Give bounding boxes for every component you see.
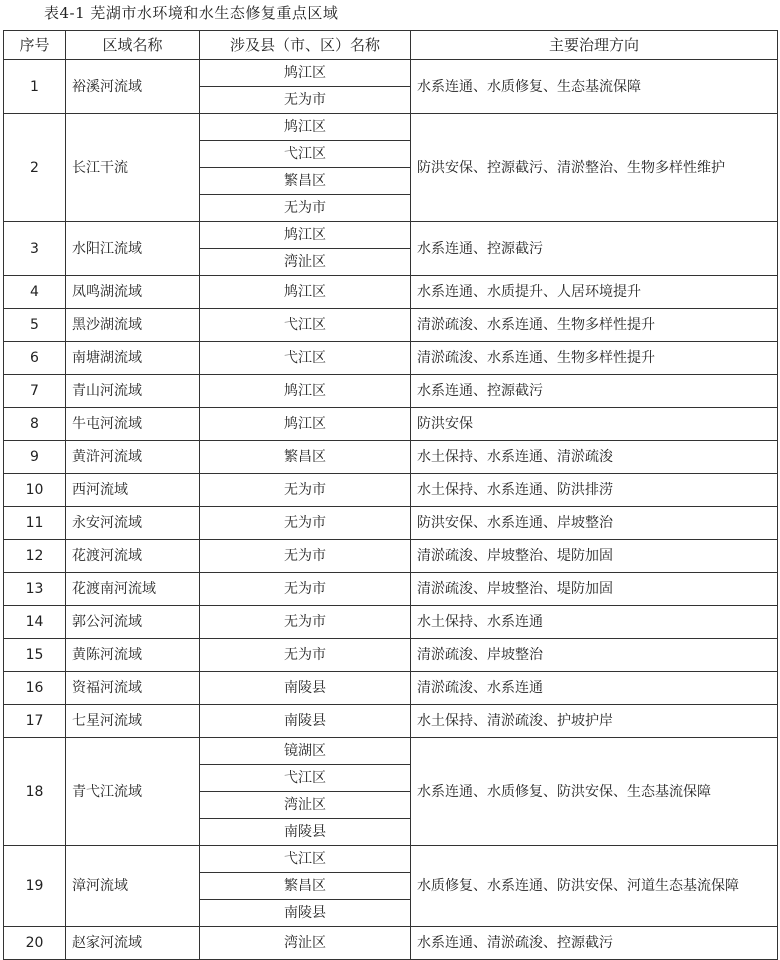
governance-direction: 水系连通、水质提升、人居环境提升 (411, 276, 778, 309)
county-name: 无为市 (200, 540, 411, 573)
county-name: 弋江区 (200, 141, 411, 168)
county-name: 鸠江区 (200, 276, 411, 309)
region-name: 永安河流域 (66, 507, 200, 540)
region-name: 花渡河流域 (66, 540, 200, 573)
table-row (4, 309, 778, 342)
row-number: 1 (4, 60, 66, 114)
region-name: 水阳江流域 (66, 222, 200, 276)
region-name: 花渡南河流域 (66, 573, 200, 606)
table-row (4, 672, 778, 705)
region-name: 资福河流域 (66, 672, 200, 705)
region-name: 黄浒河流域 (66, 441, 200, 474)
governance-direction: 水系连通、水质修复、生态基流保障 (411, 60, 778, 114)
governance-direction: 清淤疏浚、水系连通 (411, 672, 778, 705)
table-row (4, 507, 778, 540)
table-row (4, 846, 778, 873)
region-name: 凤鸣湖流域 (66, 276, 200, 309)
header-direction: 主要治理方向 (411, 31, 778, 60)
governance-direction: 水系连通、控源截污 (411, 222, 778, 276)
row-number: 13 (4, 573, 66, 606)
governance-direction: 清淤疏浚、水系连通、生物多样性提升 (411, 342, 778, 375)
table-row (4, 408, 778, 441)
governance-direction: 水系连通、清淤疏浚、控源截污 (411, 927, 778, 960)
table-row (4, 705, 778, 738)
row-number: 20 (4, 927, 66, 960)
region-name: 牛屯河流域 (66, 408, 200, 441)
row-number: 19 (4, 846, 66, 927)
region-name: 赵家河流域 (66, 927, 200, 960)
governance-direction: 清淤疏浚、岸坡整治、堤防加固 (411, 573, 778, 606)
region-name: 七星河流域 (66, 705, 200, 738)
row-number: 18 (4, 738, 66, 846)
row-number: 7 (4, 375, 66, 408)
governance-direction: 清淤疏浚、岸坡整治 (411, 639, 778, 672)
region-name: 长江干流 (66, 114, 200, 222)
row-number: 4 (4, 276, 66, 309)
region-name: 黄陈河流域 (66, 639, 200, 672)
table-row (4, 375, 778, 408)
county-name: 无为市 (200, 474, 411, 507)
table-caption: 表4-1 芜湖市水环境和水生态修复重点区域 (44, 4, 339, 22)
row-number: 8 (4, 408, 66, 441)
county-name: 鸠江区 (200, 114, 411, 141)
table-row (4, 222, 778, 249)
row-number: 11 (4, 507, 66, 540)
table-row (4, 342, 778, 375)
row-number: 10 (4, 474, 66, 507)
governance-direction: 水质修复、水系连通、防洪安保、河道生态基流保障 (411, 846, 778, 927)
table-body (4, 60, 778, 960)
county-name: 南陵县 (200, 672, 411, 705)
table-row (4, 738, 778, 765)
table-row (4, 639, 778, 672)
county-name: 湾沚区 (200, 927, 411, 960)
county-name: 弋江区 (200, 342, 411, 375)
table-row (4, 276, 778, 309)
county-name: 繁昌区 (200, 441, 411, 474)
county-name: 弋江区 (200, 765, 411, 792)
governance-direction: 水系连通、控源截污 (411, 375, 778, 408)
governance-direction: 水土保持、水系连通、防洪排涝 (411, 474, 778, 507)
table-row (4, 114, 778, 141)
header-no: 序号 (4, 31, 66, 60)
governance-direction: 防洪安保 (411, 408, 778, 441)
table-row (4, 927, 778, 960)
county-name: 无为市 (200, 573, 411, 606)
governance-direction: 水土保持、清淤疏浚、护坡护岸 (411, 705, 778, 738)
row-number: 14 (4, 606, 66, 639)
header-counties: 涉及县（市、区）名称 (200, 31, 411, 60)
region-name: 南塘湖流域 (66, 342, 200, 375)
county-name: 繁昌区 (200, 873, 411, 900)
table-header-row (4, 31, 778, 60)
table-row (4, 60, 778, 87)
county-name: 繁昌区 (200, 168, 411, 195)
county-name: 湾沚区 (200, 249, 411, 276)
county-name: 湾沚区 (200, 792, 411, 819)
county-name: 镜湖区 (200, 738, 411, 765)
row-number: 6 (4, 342, 66, 375)
county-name: 南陵县 (200, 705, 411, 738)
county-name: 无为市 (200, 507, 411, 540)
county-name: 鸠江区 (200, 375, 411, 408)
governance-direction: 水土保持、水系连通 (411, 606, 778, 639)
county-name: 无为市 (200, 195, 411, 222)
row-number: 5 (4, 309, 66, 342)
table-row (4, 441, 778, 474)
governance-direction: 清淤疏浚、岸坡整治、堤防加固 (411, 540, 778, 573)
county-name: 无为市 (200, 639, 411, 672)
region-name: 裕溪河流域 (66, 60, 200, 114)
region-name: 郭公河流域 (66, 606, 200, 639)
county-name: 无为市 (200, 87, 411, 114)
governance-direction: 水土保持、水系连通、清淤疏浚 (411, 441, 778, 474)
county-name: 弋江区 (200, 846, 411, 873)
region-name: 青山河流域 (66, 375, 200, 408)
key-areas-table (3, 30, 778, 960)
table-row (4, 573, 778, 606)
governance-direction: 防洪安保、水系连通、岸坡整治 (411, 507, 778, 540)
row-number: 2 (4, 114, 66, 222)
row-number: 16 (4, 672, 66, 705)
county-name: 鸠江区 (200, 222, 411, 249)
header-region: 区域名称 (66, 31, 200, 60)
region-name: 漳河流域 (66, 846, 200, 927)
county-name: 鸠江区 (200, 408, 411, 441)
row-number: 12 (4, 540, 66, 573)
region-name: 西河流域 (66, 474, 200, 507)
table-row (4, 540, 778, 573)
governance-direction: 防洪安保、控源截污、清淤整治、生物多样性维护 (411, 114, 778, 222)
region-name: 青弋江流域 (66, 738, 200, 846)
region-name: 黑沙湖流域 (66, 309, 200, 342)
county-name: 南陵县 (200, 819, 411, 846)
governance-direction: 清淤疏浚、水系连通、生物多样性提升 (411, 309, 778, 342)
county-name: 弋江区 (200, 309, 411, 342)
county-name: 鸠江区 (200, 60, 411, 87)
row-number: 9 (4, 441, 66, 474)
county-name: 南陵县 (200, 900, 411, 927)
row-number: 17 (4, 705, 66, 738)
governance-direction: 水系连通、水质修复、防洪安保、生态基流保障 (411, 738, 778, 846)
row-number: 3 (4, 222, 66, 276)
row-number: 15 (4, 639, 66, 672)
table-row (4, 606, 778, 639)
table-row (4, 474, 778, 507)
county-name: 无为市 (200, 606, 411, 639)
